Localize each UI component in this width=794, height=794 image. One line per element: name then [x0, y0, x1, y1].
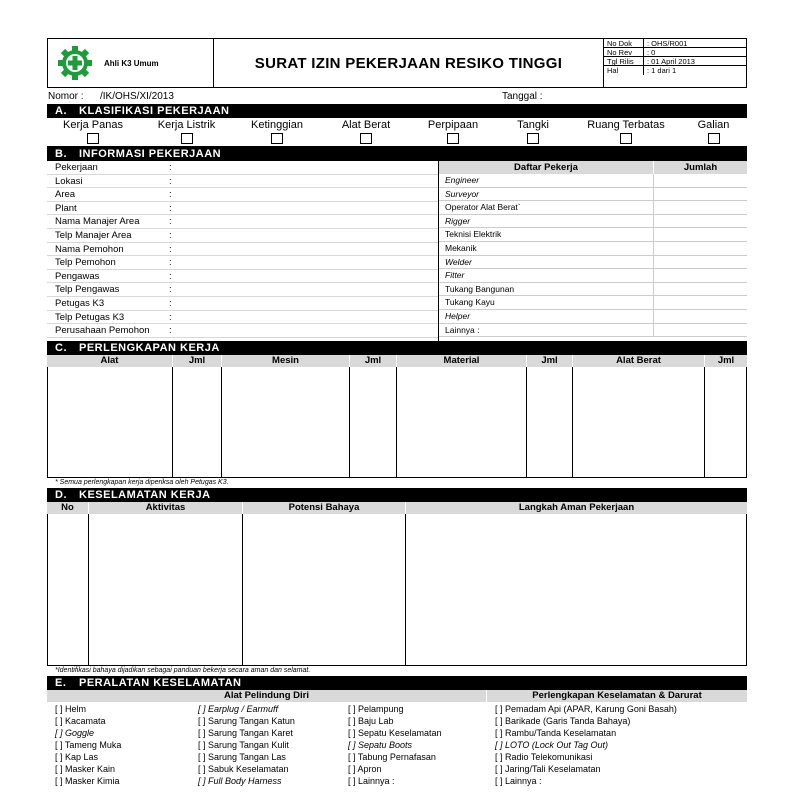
- keselamatan-col-header: Langkah Aman Pekerjaan: [518, 502, 635, 513]
- info-field-label: Perusahaan Pemohon: [55, 325, 150, 337]
- checklist-item[interactable]: [ ] Tameng Muka: [55, 740, 122, 750]
- perlengkapan-cell[interactable]: [573, 367, 705, 477]
- perlengkapan-col-header: Alat Berat: [573, 355, 705, 367]
- checklist-item[interactable]: [ ] Jaring/Tali Keselamatan: [495, 764, 601, 774]
- info-field-row: [47, 175, 438, 189]
- klasifikasi-checkbox[interactable]: [447, 133, 459, 144]
- info-field-label: Pekerjaan: [55, 162, 98, 173]
- checklist-item[interactable]: [ ] Earplug / Earmuff: [198, 704, 279, 714]
- checklist-item[interactable]: [ ] Lainnya :: [495, 776, 542, 786]
- info-field-row: [47, 161, 438, 175]
- worker-count-input[interactable]: [654, 215, 747, 228]
- klasifikasi-label: Perpipaan: [427, 119, 479, 131]
- info-field-row: [47, 202, 438, 216]
- worker-row: [439, 269, 747, 283]
- worker-row: [439, 296, 747, 310]
- info-field-row: [47, 243, 438, 257]
- doc-meta-table: [603, 39, 746, 87]
- info-field-input[interactable]: :: [169, 162, 172, 173]
- worker-type: Teknisi Elektrik: [439, 228, 654, 241]
- worker-type: Lainnya :: [439, 324, 654, 337]
- worker-type: Tukang Kayu: [439, 296, 654, 309]
- worker-row: [439, 256, 747, 270]
- worker-count-input[interactable]: [654, 174, 747, 187]
- keselamatan-col-header: Aktivitas: [89, 502, 243, 514]
- section-b-header: B. INFORMASI PEKERJAAN: [47, 147, 747, 161]
- klasifikasi-item: [139, 118, 234, 146]
- info-field-row: [47, 229, 438, 243]
- keselamatan-col-header: Potensi Bahaya: [243, 502, 406, 514]
- klasifikasi-checkbox[interactable]: [620, 133, 632, 144]
- checklist-item[interactable]: [ ] Sepatu Boots: [348, 740, 413, 750]
- org-name: Ahli K3 Umum: [104, 58, 159, 68]
- form-title: SURAT IZIN PEKERJAAN RESIKO TINGGI: [254, 54, 563, 72]
- daftar-pekerja-table: [438, 161, 747, 341]
- klasifikasi-label: Ketinggian: [251, 119, 303, 131]
- info-field-row: [47, 297, 438, 311]
- worker-rows: [439, 174, 747, 337]
- worker-count-input[interactable]: [654, 201, 747, 214]
- checklist-item[interactable]: [ ] Pemadam Api (APAR, Karung Goni Basah): [495, 704, 677, 714]
- worker-type: Mekanik: [439, 242, 654, 255]
- info-field-input[interactable]: :: [169, 284, 172, 296]
- keselamatan-col-header: No: [47, 502, 89, 514]
- meta-row: No Dok : OHS/R001: [604, 39, 746, 48]
- nomor-row: [47, 88, 747, 104]
- nomor-label: Nomor :: [48, 90, 84, 102]
- klasifikasi-checkbox[interactable]: [360, 133, 372, 144]
- section-e-header: E. PERALATAN KESELAMATAN: [47, 676, 747, 690]
- info-field-input[interactable]: :: [169, 216, 172, 228]
- tanggal-label[interactable]: Tanggal :: [502, 90, 543, 102]
- klasifikasi-item: [47, 118, 139, 146]
- info-field-label: Nama Manajer Area: [55, 216, 140, 228]
- perlengkapan-cell[interactable]: [527, 367, 573, 477]
- klasifikasi-label: Galian: [697, 119, 730, 131]
- worker-type: Tukang Bangunan: [439, 283, 654, 296]
- peralatan-checklist: [47, 702, 747, 787]
- worker-row: [439, 174, 747, 188]
- keselamatan-table-header: [47, 502, 747, 514]
- info-field-row: [47, 270, 438, 284]
- klasifikasi-label: Ruang Terbatas: [587, 119, 665, 131]
- logo-block: [48, 39, 214, 87]
- perlengkapan-col-header: Jml: [350, 355, 397, 367]
- checklist-item[interactable]: [ ] Kacamata: [55, 716, 106, 726]
- checklist-item[interactable]: [ ] Masker Kimia: [55, 776, 120, 786]
- klasifikasi-label: Kerja Panas: [63, 119, 123, 131]
- section-c-note: * Semua perlengkapan kerja diperiksa oleh Petugas K3.: [55, 479, 229, 486]
- keselamatan-cell[interactable]: [89, 514, 243, 665]
- info-field-row: [47, 311, 438, 325]
- klasifikasi-checkbox[interactable]: [708, 133, 720, 144]
- perlengkapan-col-header: Mesin: [222, 355, 350, 367]
- info-field-label: Pengawas: [55, 270, 100, 282]
- checklist-item[interactable]: [ ] Kap Las: [55, 752, 99, 762]
- perlengkapan-col-header: Jml: [717, 355, 735, 366]
- klasifikasi-label: Tangki: [517, 119, 549, 131]
- worker-count-input[interactable]: [654, 228, 747, 241]
- peralatan-table-header: Alat Pelindung Diri Perlengkapan Keselamatan & Darurat: [47, 690, 747, 702]
- perlengkapan-col-header: Jml: [173, 355, 222, 367]
- worker-row: [439, 228, 747, 242]
- info-field-input[interactable]: :: [169, 325, 172, 337]
- darurat-column: [495, 703, 747, 787]
- worker-count-input[interactable]: [654, 188, 747, 201]
- worker-count-input[interactable]: [654, 242, 747, 255]
- worker-type: Fitter: [439, 269, 654, 282]
- keselamatan-cell[interactable]: [47, 514, 89, 665]
- klasifikasi-checkbox[interactable]: [527, 133, 539, 144]
- perlengkapan-cell[interactable]: [397, 367, 527, 477]
- info-field-row: [47, 283, 438, 297]
- checklist-item[interactable]: [ ] Full Body Harness: [198, 776, 282, 786]
- info-field-row: [47, 324, 438, 338]
- section-d-note: *Identifikasi bahaya dijadikan sebagai panduan bekerja secara aman dan selamat.: [55, 667, 311, 674]
- worker-type: Welder: [439, 256, 654, 269]
- daftar-pekerja-header: Daftar Pekerja Jumlah: [439, 161, 747, 174]
- checklist-item[interactable]: [ ] Masker Kain: [55, 764, 116, 774]
- worker-count-input[interactable]: [654, 269, 747, 282]
- klasifikasi-checkbox[interactable]: [181, 133, 193, 144]
- klasifikasi-label: Kerja Listrik: [157, 119, 216, 131]
- apd-column-3: [348, 703, 495, 787]
- worker-count-input[interactable]: [654, 256, 747, 269]
- info-field-label: Telp Pengawas: [55, 284, 120, 296]
- info-field-label: Area: [55, 189, 76, 201]
- nomor-value[interactable]: /IK/OHS/XI/2013: [100, 90, 174, 102]
- info-field-input[interactable]: :: [169, 189, 172, 201]
- section-c-header: C. PERLENGKAPAN KERJA: [47, 341, 747, 355]
- keselamatan-cell[interactable]: [243, 514, 406, 665]
- perlengkapan-cell[interactable]: [350, 367, 397, 477]
- worker-row: [439, 215, 747, 229]
- perlengkapan-cell[interactable]: [222, 367, 350, 477]
- checklist-item[interactable]: [ ] Tabung Pernafasan: [348, 752, 436, 762]
- info-field-input[interactable]: :: [169, 311, 172, 323]
- worker-row: [439, 310, 747, 324]
- section-d-header: D. KESELAMATAN KERJA: [47, 488, 747, 502]
- klasifikasi-checkbox-row: [47, 118, 747, 147]
- info-field-input[interactable]: :: [169, 270, 172, 282]
- perlengkapan-cell[interactable]: [705, 367, 747, 477]
- klasifikasi-item: [680, 118, 747, 146]
- klasifikasi-item: [320, 118, 412, 146]
- meta-row: Hal : 1 dari 1: [604, 66, 746, 75]
- checklist-item[interactable]: [ ] Rambu/Tanda Keselamatan: [495, 728, 617, 738]
- checklist-item[interactable]: [ ] Baju Lab: [348, 716, 394, 726]
- worker-count-input[interactable]: [654, 310, 747, 323]
- info-field-row: [47, 188, 438, 202]
- checklist-item[interactable]: [ ] Sarung Tangan Kulit: [198, 740, 289, 750]
- permit-form: [47, 38, 747, 794]
- worker-count-input[interactable]: [654, 296, 747, 309]
- worker-row: [439, 324, 747, 338]
- checklist-item[interactable]: [ ] Radio Telekomunikasi: [495, 752, 593, 762]
- checklist-item[interactable]: [ ] Helm: [55, 704, 87, 714]
- checklist-item[interactable]: [ ] Barikade (Garis Tanda Bahaya): [495, 716, 631, 726]
- info-field-input[interactable]: :: [169, 297, 172, 309]
- info-field-row: [47, 215, 438, 229]
- checklist-item[interactable]: [ ] Sepatu Keselamatan: [348, 728, 442, 738]
- apd-column-2: [198, 703, 348, 787]
- info-field-input[interactable]: :: [169, 243, 172, 255]
- info-fields: [47, 161, 438, 341]
- info-field-input[interactable]: :: [169, 175, 172, 187]
- info-field-input[interactable]: :: [169, 257, 172, 269]
- klasifikasi-item: [494, 118, 572, 146]
- info-field-label: Telp Pemohon: [55, 257, 116, 269]
- worker-type: Operator Alat Berat`: [439, 201, 654, 214]
- perlengkapan-table-body: [47, 367, 747, 478]
- worker-type: Rigger: [439, 215, 654, 228]
- perlengkapan-cell[interactable]: [173, 367, 222, 477]
- info-field-row: [47, 256, 438, 270]
- perlengkapan-col-header: Material: [397, 355, 527, 367]
- klasifikasi-item: [234, 118, 320, 146]
- worker-type: Surveyor: [439, 188, 654, 201]
- info-field-input[interactable]: :: [169, 202, 172, 214]
- worker-row: [439, 283, 747, 297]
- perlengkapan-cell[interactable]: [47, 367, 173, 477]
- meta-row: Tgl Rilis : 01 April 2013: [604, 57, 746, 66]
- checklist-item[interactable]: [ ] Sarung Tangan Katun: [198, 716, 295, 726]
- worker-type: Engineer: [439, 174, 654, 187]
- info-field-label: Plant: [55, 202, 77, 214]
- form-header: [47, 38, 747, 88]
- info-field-label: Lokasi: [55, 175, 83, 187]
- informasi-pekerjaan: [47, 161, 747, 341]
- worker-type: Helper: [439, 310, 654, 323]
- k3-cross-gear-icon: [56, 44, 94, 82]
- checklist-item[interactable]: [ ] Sabuk Keselamatan: [198, 764, 289, 774]
- klasifikasi-label: Alat Berat: [341, 119, 391, 131]
- perlengkapan-col-header: Jml: [527, 355, 573, 367]
- klasifikasi-checkbox[interactable]: [87, 133, 99, 144]
- worker-row: [439, 201, 747, 215]
- info-field-input[interactable]: :: [169, 229, 172, 241]
- section-a-header: A. KLASIFIKASI PEKERJAAN: [47, 104, 747, 118]
- apd-column-1: [55, 703, 198, 787]
- info-field-label: Nama Pemohon: [55, 243, 124, 255]
- worker-count-input[interactable]: [654, 324, 747, 337]
- checklist-item[interactable]: [ ] Pelampung: [348, 704, 404, 714]
- info-field-label: Telp Petugas K3: [55, 311, 125, 323]
- info-field-label: Petugas K3: [55, 297, 105, 309]
- worker-row: [439, 242, 747, 256]
- klasifikasi-checkbox[interactable]: [271, 133, 283, 144]
- checklist-item[interactable]: [ ] Goggle: [55, 728, 95, 738]
- info-field-label: Telp Manajer Area: [55, 229, 132, 241]
- worker-row: [439, 188, 747, 202]
- perlengkapan-table-header: [47, 355, 747, 367]
- perlengkapan-col-header: Alat: [47, 355, 173, 367]
- checklist-item[interactable]: [ ] Lainnya :: [348, 776, 395, 786]
- checklist-item[interactable]: [ ] Sarung Tangan Karet: [198, 728, 293, 738]
- worker-count-input[interactable]: [654, 283, 747, 296]
- checklist-item[interactable]: [ ] Apron: [348, 764, 382, 774]
- keselamatan-cell[interactable]: [406, 514, 747, 665]
- checklist-item[interactable]: [ ] LOTO (Lock Out Tag Out): [495, 740, 609, 750]
- keselamatan-table-body: [47, 514, 747, 666]
- checklist-item[interactable]: [ ] Sarung Tangan Las: [198, 752, 286, 762]
- meta-row: No Rev : 0: [604, 48, 746, 57]
- klasifikasi-item: [412, 118, 494, 146]
- klasifikasi-item: [572, 118, 680, 146]
